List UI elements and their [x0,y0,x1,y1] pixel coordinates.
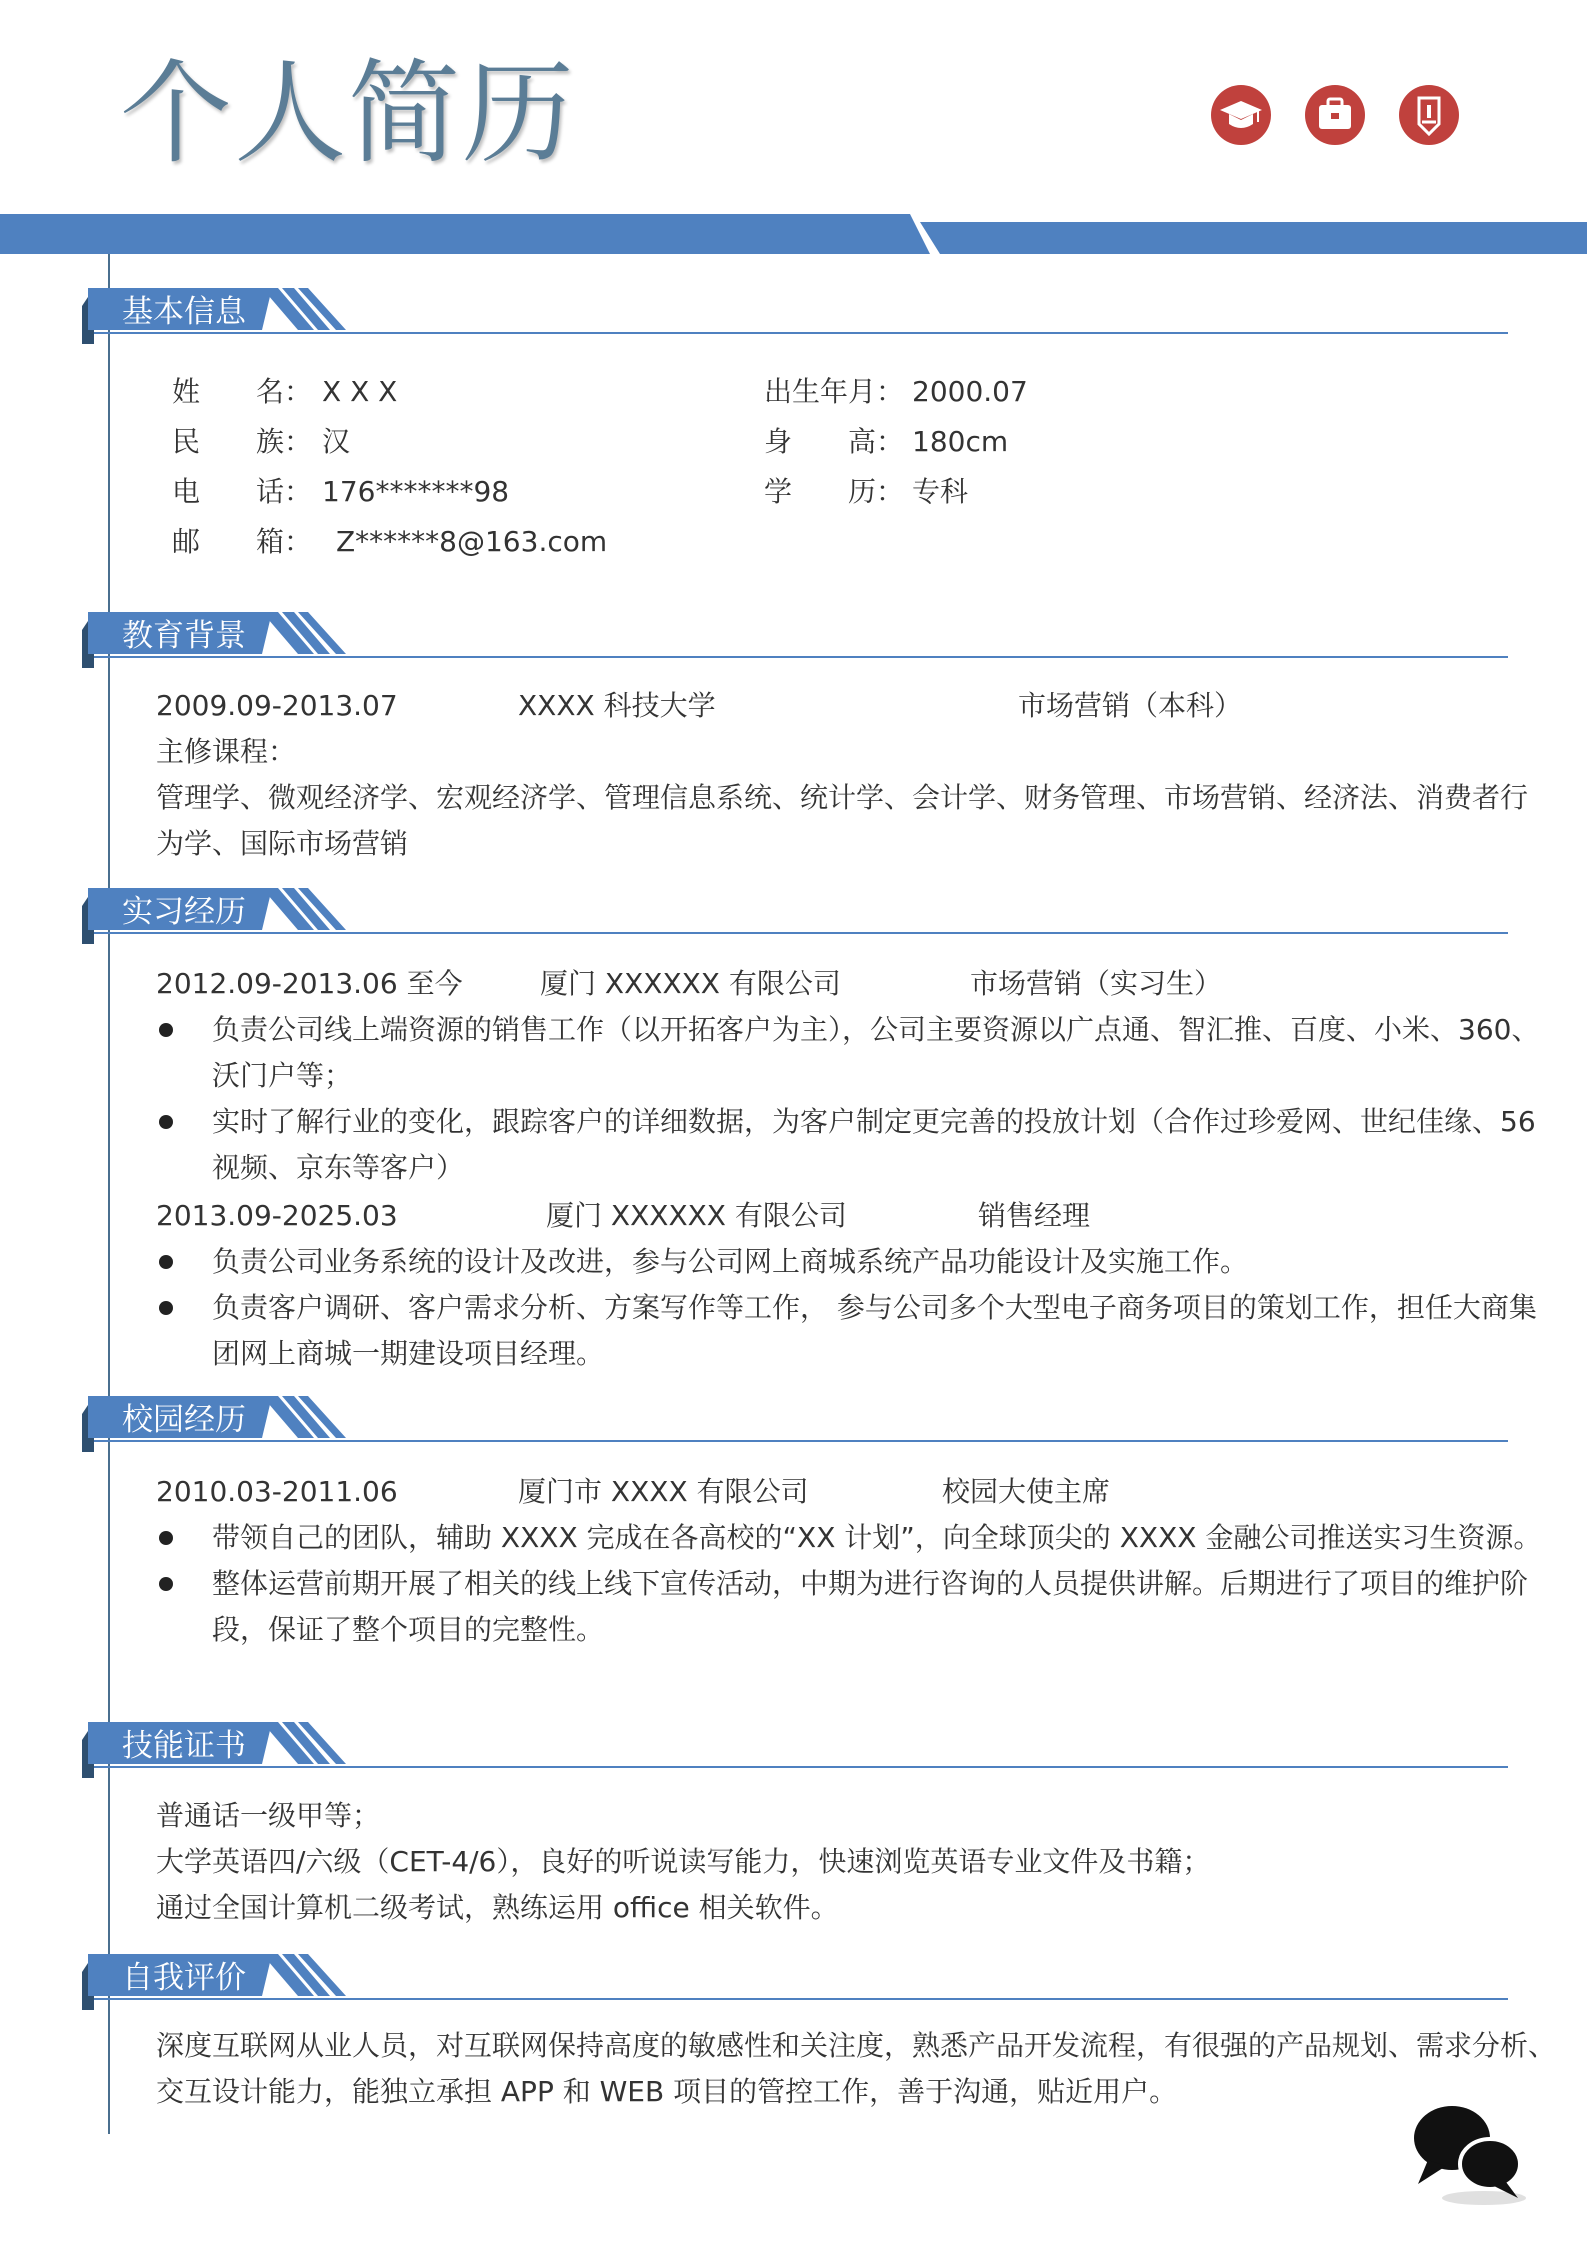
job-bullet-line: 负责客户调研、客户需求分析、方案写作等工作， 参与公司多个大型电子商务项目的策划工作，担任大商集 [212,1291,1537,1324]
timeline-line [108,254,110,2134]
height-value: 180cm [912,425,1009,458]
job-bullet-line: 负责公司线上端资源的销售工作（以开拓客户为主），公司主要资源以广点通、智汇推、百度、小米、360、 [212,1013,1540,1046]
bullet-dot [159,1301,173,1315]
birth-label: 出生年月： [764,375,905,408]
campus-org: 厦门市 XXXX 有限公司 [518,1475,809,1508]
briefcase-icon [1304,84,1366,146]
section-header-skills [82,1722,1508,1778]
ethnicity-label: 民 族： [172,425,313,458]
job-company: 厦门 XXXXXX 有限公司 [540,967,841,1000]
header-bar [0,214,1587,254]
email-label: 邮 箱： [172,525,313,558]
job-bullet-line: 团网上商城一期建设项目经理。 [212,1337,605,1370]
height-label: 身 高： [764,425,905,458]
page-title: 个人简历 [120,49,576,179]
section-title-education: 教育背景 [122,618,246,654]
ethnicity-value: 汉 [322,425,351,458]
bullet-dot [159,1255,173,1269]
section-title-self-evaluation: 自我评价 [122,1960,246,1996]
self-evaluation-line: 交互设计能力，能独立承担 APP 和 WEB 项目的管控工作，善于沟通，贴近用户。 [156,2075,1178,2108]
campus-period: 2010.03-2011.06 [156,1475,398,1508]
section-header-self-evaluation [82,1954,1508,2010]
job-bullet-line: 视频、京东等客户） [212,1151,465,1184]
graduation-cap-icon [1210,84,1272,146]
job-bullet-line: 负责公司业务系统的设计及改进，参与公司网上商城系统产品功能设计及实施工作。 [212,1245,1249,1278]
section-title-campus: 校园经历 [122,1402,246,1438]
section-header-campus [82,1396,1508,1452]
skill-line: 通过全国计算机二级考试，熟练运用 office 相关软件。 [156,1891,839,1924]
job-company: 厦门 XXXXXX 有限公司 [546,1199,847,1232]
skill-line: 普通话一级甲等； [156,1799,381,1832]
job-bullet-line: 沃门户等； [212,1059,353,1092]
job-period: 2012.09-2013.06 至今 [156,967,463,1000]
campus-role: 校园大使主席 [942,1475,1111,1508]
section-title-basic-info: 基本信息 [122,294,246,330]
courses-label: 主修课程： [156,735,297,768]
education-major: 市场营销（本科） [1018,689,1243,722]
name-label: 姓 名： [172,375,313,408]
bullet-dot [159,1577,173,1591]
phone-label: 电 话： [172,475,313,508]
phone-value: 176*******98 [322,475,510,508]
name-value: X X X [322,375,398,408]
section-title-internship: 实习经历 [122,894,246,930]
job-role: 销售经理 [978,1199,1091,1232]
self-evaluation-line: 深度互联网从业人员，对互联网保持高度的敏感性和关注度，熟悉产品开发流程，有很强的产品规划、需求分析、 [156,2029,1557,2062]
bullet-dot [159,1115,173,1129]
education-label: 学 历： [764,475,905,508]
courses-line: 为学、国际市场营销 [156,827,409,860]
education-period: 2009.09-2013.07 [156,689,398,722]
section-header-education [82,612,1508,668]
job-bullet-line: 实时了解行业的变化，跟踪客户的详细数据，为客户制定更完善的投放计划（合作过珍爱网、世纪佳缘、56 [212,1105,1536,1138]
job-role: 市场营销（实习生） [970,967,1223,1000]
bullet-dot [159,1531,173,1545]
courses-line: 管理学、微观经济学、宏观经济学、管理信息系统、统计学、会计学、财务管理、市场营销、经济法、消费者行 [156,781,1529,814]
section-title-skills: 技能证书 [122,1728,246,1764]
skill-line: 大学英语四/六级（CET-4/6），良好的听说读写能力，快速浏览英语专业文件及书籍； [156,1845,1211,1878]
section-header-basic-info [82,288,1508,344]
education-school: XXXX 科技大学 [518,689,716,722]
job-period: 2013.09-2025.03 [156,1199,398,1232]
education-value: 专科 [912,475,969,508]
campus-bullet-line: 整体运营前期开展了相关的线上线下宣传活动，中期为进行咨询的人员提供讲解。后期进行了项目的维护阶 [212,1567,1529,1600]
campus-bullet-line: 带领自己的团队，辅助 XXXX 完成在各高校的“XX 计划”，向全球顶尖的 XXXX 金融公司推送实习生资源。 [212,1521,1542,1554]
chat-bubbles-icon [1410,2098,1530,2208]
badge-icon [1398,84,1460,146]
campus-bullet-line: 段，保证了整个项目的完整性。 [212,1613,605,1646]
email-value: Z******8@163.com [336,525,608,558]
section-header-internship [82,888,1508,944]
birth-value: 2000.07 [912,375,1028,408]
bullet-dot [159,1023,173,1037]
